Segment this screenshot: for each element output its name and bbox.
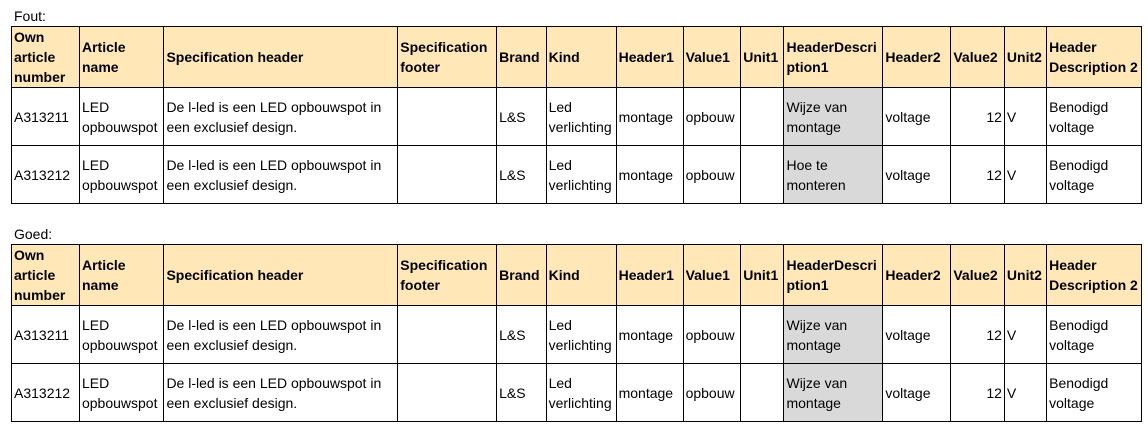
cell-value2[interactable]: 12 [951, 88, 1005, 146]
cell-unit1[interactable] [741, 364, 784, 422]
cell-spec-header[interactable]: De l-led is een LED opbouwspot in een exclusief design. [164, 364, 398, 422]
cell-article-number[interactable]: A313211 [12, 306, 80, 364]
header-cell[interactable]: Value2 [951, 27, 1005, 88]
cell-header1[interactable]: montage [616, 88, 683, 146]
cell-value2[interactable]: 12 [951, 364, 1005, 422]
cell-header2[interactable]: voltage [883, 146, 951, 204]
cell-value1[interactable]: opbouw [683, 88, 741, 146]
header-cell[interactable]: Header2 [883, 27, 951, 88]
header-cell[interactable]: Brand [497, 245, 546, 306]
cell-brand[interactable]: L&S [497, 364, 546, 422]
cell-header2[interactable]: voltage [883, 88, 951, 146]
header-cell[interactable]: Header1 [616, 245, 683, 306]
header-cell[interactable]: Specification header [164, 27, 398, 88]
cell-spec-header[interactable]: De l-led is een LED opbouwspot in een exclusief design. [164, 88, 398, 146]
cell-article-number[interactable]: A313211 [12, 88, 80, 146]
cell-article-number[interactable]: A313212 [12, 364, 80, 422]
header-cell[interactable]: Value2 [951, 245, 1005, 306]
table-row [12, 364, 1142, 422]
table-row [12, 88, 1142, 146]
header-cell[interactable]: Header Description 2 [1047, 27, 1142, 88]
header-cell[interactable]: Value1 [683, 245, 741, 306]
header-cell[interactable]: Specification header [164, 245, 398, 306]
cell-header-description2[interactable]: Benodigd voltage [1047, 146, 1142, 204]
header-cell[interactable]: Unit1 [741, 27, 784, 88]
header-cell[interactable]: Header2 [883, 245, 951, 306]
cell-unit1[interactable] [741, 146, 784, 204]
cell-spec-footer[interactable] [398, 88, 497, 146]
cell-header1[interactable]: montage [616, 364, 683, 422]
cell-spec-header[interactable]: De l-led is een LED opbouwspot in een exclusief design. [164, 306, 398, 364]
header-cell[interactable]: Header1 [616, 27, 683, 88]
header-cell[interactable]: Own article number [12, 27, 80, 88]
cell-unit2[interactable]: V [1004, 88, 1046, 146]
header-cell[interactable]: Specification footer [398, 27, 497, 88]
cell-article-number[interactable]: A313212 [12, 146, 80, 204]
header-row [12, 245, 1142, 306]
cell-spec-footer[interactable] [398, 306, 497, 364]
cell-header1[interactable]: montage [616, 146, 683, 204]
cell-header1[interactable]: montage [616, 306, 683, 364]
section-label-fout: Fout: [14, 8, 46, 24]
cell-header-description1[interactable]: Wijze van montage [784, 88, 883, 146]
cell-kind[interactable]: Led verlichting [546, 146, 616, 204]
header-cell[interactable]: Unit2 [1004, 245, 1046, 306]
table-fout [11, 26, 1142, 204]
header-cell[interactable]: Brand [497, 27, 546, 88]
cell-unit2[interactable]: V [1004, 306, 1046, 364]
header-row [12, 27, 1142, 88]
header-cell[interactable]: Own article number [12, 245, 80, 306]
table-row [12, 146, 1142, 204]
cell-kind[interactable]: Led verlichting [546, 88, 616, 146]
cell-article-name[interactable]: LED opbouwspot [79, 306, 163, 364]
cell-header-description1[interactable]: Wijze van montage [784, 364, 883, 422]
cell-value1[interactable]: opbouw [683, 364, 741, 422]
section-label-goed: Goed: [14, 226, 53, 242]
cell-unit1[interactable] [741, 306, 784, 364]
cell-header2[interactable]: voltage [883, 306, 951, 364]
table-row [12, 306, 1142, 364]
cell-kind[interactable]: Led verlichting [546, 306, 616, 364]
header-cell[interactable]: Value1 [683, 27, 741, 88]
header-cell[interactable]: Specification footer [398, 245, 497, 306]
cell-header2[interactable]: voltage [883, 364, 951, 422]
cell-value1[interactable]: opbouw [683, 146, 741, 204]
cell-kind[interactable]: Led verlichting [546, 364, 616, 422]
cell-unit2[interactable]: V [1004, 364, 1046, 422]
cell-header-description2[interactable]: Benodigd voltage [1047, 364, 1142, 422]
cell-value1[interactable]: opbouw [683, 306, 741, 364]
cell-header-description2[interactable]: Benodigd voltage [1047, 306, 1142, 364]
header-cell[interactable]: Unit1 [741, 245, 784, 306]
header-cell[interactable]: HeaderDescription1 [784, 245, 883, 306]
cell-article-name[interactable]: LED opbouwspot [79, 88, 163, 146]
header-cell[interactable]: Kind [546, 27, 616, 88]
header-cell[interactable]: Article name [79, 245, 163, 306]
cell-article-name[interactable]: LED opbouwspot [79, 146, 163, 204]
cell-spec-footer[interactable] [398, 146, 497, 204]
header-cell[interactable]: Unit2 [1004, 27, 1046, 88]
cell-unit1[interactable] [741, 88, 784, 146]
table-goed [11, 244, 1142, 422]
cell-spec-header[interactable]: De l-led is een LED opbouwspot in een exclusief design. [164, 146, 398, 204]
cell-header-description2[interactable]: Benodigd voltage [1047, 88, 1142, 146]
header-cell[interactable]: Article name [79, 27, 163, 88]
cell-brand[interactable]: L&S [497, 88, 546, 146]
cell-header-description1[interactable]: Wijze van montage [784, 306, 883, 364]
cell-article-name[interactable]: LED opbouwspot [79, 364, 163, 422]
cell-value2[interactable]: 12 [951, 306, 1005, 364]
header-cell[interactable]: Kind [546, 245, 616, 306]
cell-brand[interactable]: L&S [497, 306, 546, 364]
cell-spec-footer[interactable] [398, 364, 497, 422]
header-cell[interactable]: HeaderDescription1 [784, 27, 883, 88]
cell-brand[interactable]: L&S [497, 146, 546, 204]
header-cell[interactable]: Header Description 2 [1047, 245, 1142, 306]
cell-value2[interactable]: 12 [951, 146, 1005, 204]
cell-header-description1[interactable]: Hoe te monteren [784, 146, 883, 204]
cell-unit2[interactable]: V [1004, 146, 1046, 204]
